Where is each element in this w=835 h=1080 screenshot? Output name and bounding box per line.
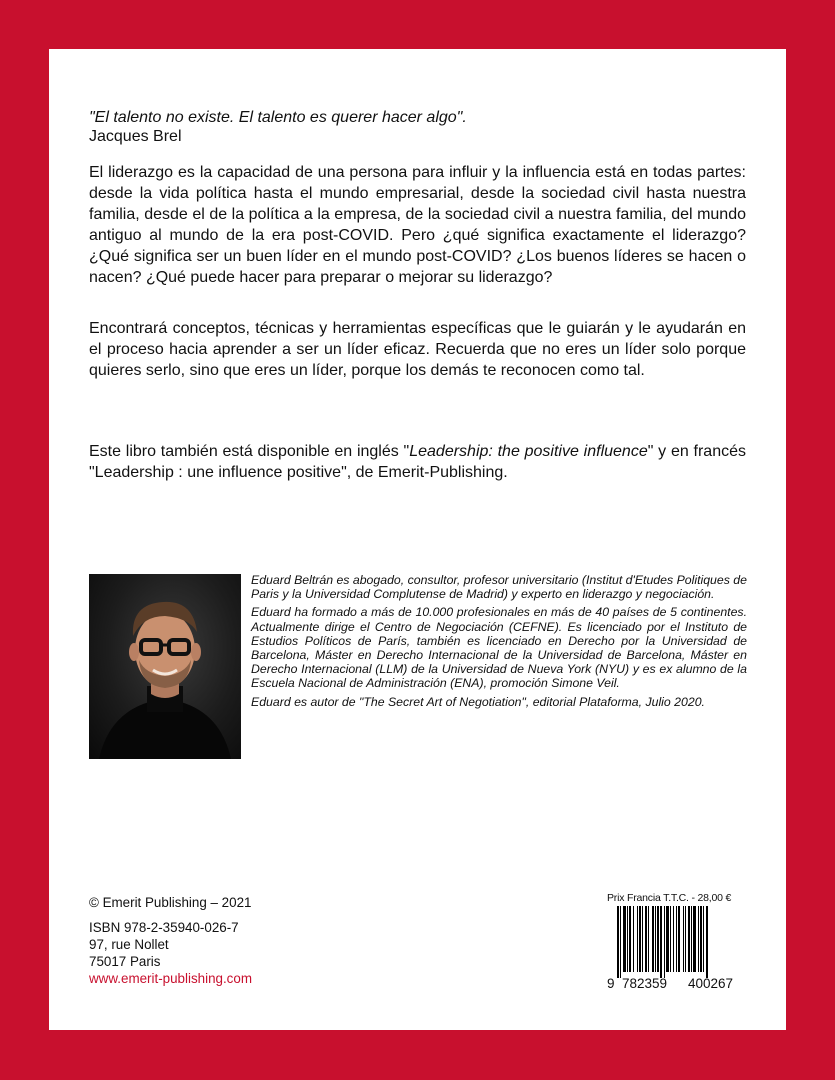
barcode-bar — [648, 906, 649, 972]
barcode-bar — [670, 906, 671, 972]
barcode-bar — [685, 906, 686, 972]
paragraph-availability — [89, 441, 746, 483]
barcode-bar — [633, 906, 634, 972]
bio-paragraph: Eduard es autor de "The Secret Art of Negotiation", editorial Plataforma, Julio 2020. — [251, 694, 705, 709]
barcode-bar — [627, 906, 628, 972]
quote-text: "El talento no existe. El talento es querer hacer algo". — [89, 109, 467, 126]
price-label: Prix Francia T.T.C. - 28,00 € — [607, 892, 732, 904]
barcode-bar — [691, 906, 692, 972]
barcode-bar — [642, 906, 643, 972]
author-bio — [251, 573, 747, 713]
barcode-bar — [660, 906, 662, 978]
bio-paragraph: Eduard ha formado a más de 10.000 profesionales en más de 40 países de 5 continentes. Actualmente dirige el Centro de Negociación (CEFNE). Es licenciado por el Instituto de Estudios Políticos de París, también es licenciado en Derecho por la Universidad de Barcelona, Máster en Derecho Internacional de la Universidad de Barcelona, Máster en Derecho Internacional (LLM) de la Universidad de Nueva York (NYU) y es ex alumno de la Escuela Nacional de Administración (ENA), promoción Simone Veil. — [251, 605, 747, 691]
barcode-bar — [706, 906, 708, 978]
barcode-bar — [664, 906, 665, 978]
barcode-bar — [683, 906, 684, 972]
barcode-bar — [620, 906, 621, 978]
epigraph — [89, 108, 749, 146]
barcode-bar — [637, 906, 638, 972]
isbn: ISBN 978-2-35940-026-7 — [89, 920, 239, 935]
barcode-bars — [605, 906, 751, 978]
availability-text-b: " y en francés "Leadership : une influence positive", de Emerit-Publishing. — [89, 443, 747, 481]
barcode-bar — [688, 906, 690, 972]
barcode-bar — [700, 906, 702, 972]
barcode-bar — [676, 906, 677, 972]
author-photo — [89, 574, 241, 759]
barcode-digit-lead: 9 — [607, 976, 615, 991]
barcode-bar — [673, 906, 674, 972]
barcode-bar — [617, 906, 619, 978]
barcode-bar — [655, 906, 656, 972]
paragraph-intro: El liderazgo es la capacidad de una persona para influir y la influencia está en todas partes: desde la vida política hasta el mundo empresarial, desde la sociedad civil hasta nuestra familia, desde el de la política a la empresa, de la sociedad civil a nuestra familia, del mundo antiguo al mundo de la era post-COVID. Pero ¿qué significa exactamente el liderazgo? ¿Qué significa ser un buen líder en el mundo post-COVID? ¿Los buenos líderes se hacen o nacen? ¿Qué puede hacer para preparar o mejorar su liderazgo? — [89, 164, 746, 286]
barcode-bar — [623, 906, 626, 972]
copyright: © Emerit Publishing – 2021 — [89, 895, 252, 910]
barcode-bar — [629, 906, 631, 972]
paragraph-concepts: Encontrará conceptos, técnicas y herramientas específicas que le guiarán y le ayudarán en el proceso hacia aprender a ser un líder eficaz. Recuerda que no eres un líder solo porque quieres serlo, sino que eres un líder, porque los demás te reconocen como tal. — [89, 320, 746, 379]
barcode-digits-right: 400267 — [688, 976, 734, 991]
quote-author: Jacques Brel — [89, 128, 182, 145]
back-cover — [49, 49, 786, 1030]
english-title: Leadership: the positive influence — [409, 443, 648, 460]
publisher-url[interactable]: www.emerit-publishing.com — [89, 971, 252, 986]
barcode-bar — [698, 906, 699, 972]
address-city: 75017 Paris — [89, 954, 161, 969]
barcode-digits-left: 782359 — [622, 976, 668, 991]
bio-paragraph: Eduard Beltrán es abogado, consultor, profesor universitario (Institut d'Etudes Politiques de Paris y la Universidad Complutense de Madrid) y experto en liderazgo y negociación. — [251, 573, 747, 602]
barcode-bar — [645, 906, 647, 972]
address-street: 97, rue Nollet — [89, 937, 169, 952]
barcode — [605, 892, 751, 996]
barcode-bar — [666, 906, 669, 972]
barcode-bar — [703, 906, 704, 972]
barcode-bar — [652, 906, 654, 972]
barcode-bar — [693, 906, 696, 972]
barcode-bar — [657, 906, 659, 972]
publisher-info — [89, 894, 252, 987]
availability-text-a: Este libro también está disponible en inglés " — [89, 443, 410, 460]
barcode-bar — [639, 906, 641, 972]
barcode-bar — [678, 906, 680, 972]
